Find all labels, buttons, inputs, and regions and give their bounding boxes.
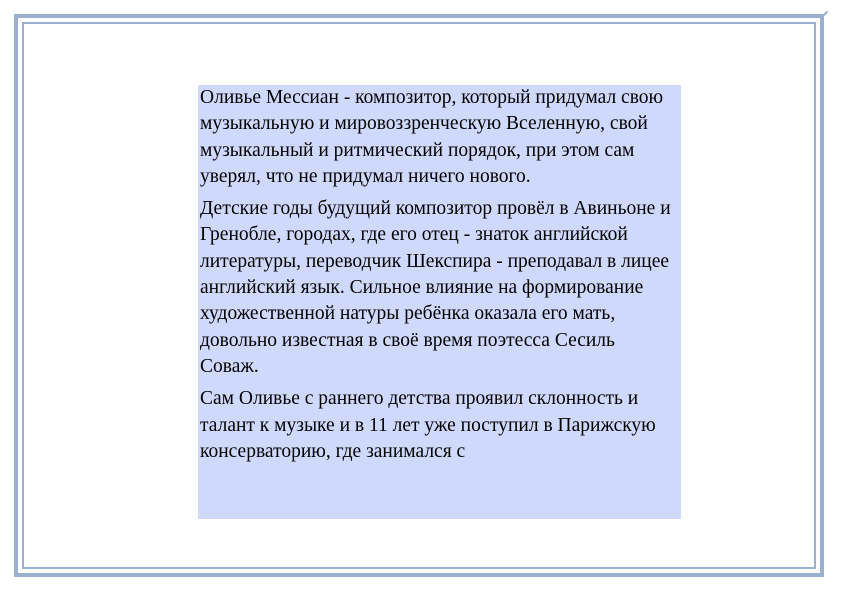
biography-text-box: [198, 85, 681, 519]
paragraph-childhood: Детские годы будущий композитор провёл в Авиньоне и Гренобле, городах, где его отец - знаток английской литературы, переводчик Шекспира - преподавал в лицее английский язык. Сильное влияние на формирование художественной натуры ребёнка оказала его мать, довольно известная в своё время поэтесса Сесиль Соваж.: [200, 198, 671, 377]
paragraph-intro: Оливье Мессиан - композитор, который придумал свою музыкальную и мировоззренческую Вселенную, свой музыкальный и ритмический порядок, при этом сам уверял, что не придумал ничего нового.: [200, 87, 664, 187]
paragraph-conservatory: Сам Оливье с раннего детства проявил склонность и талант к музыке и в 11 лет уже поступил в Парижскую консерваторию, где занимался с: [200, 388, 656, 462]
top-right-corner-accent: [820, 11, 828, 19]
